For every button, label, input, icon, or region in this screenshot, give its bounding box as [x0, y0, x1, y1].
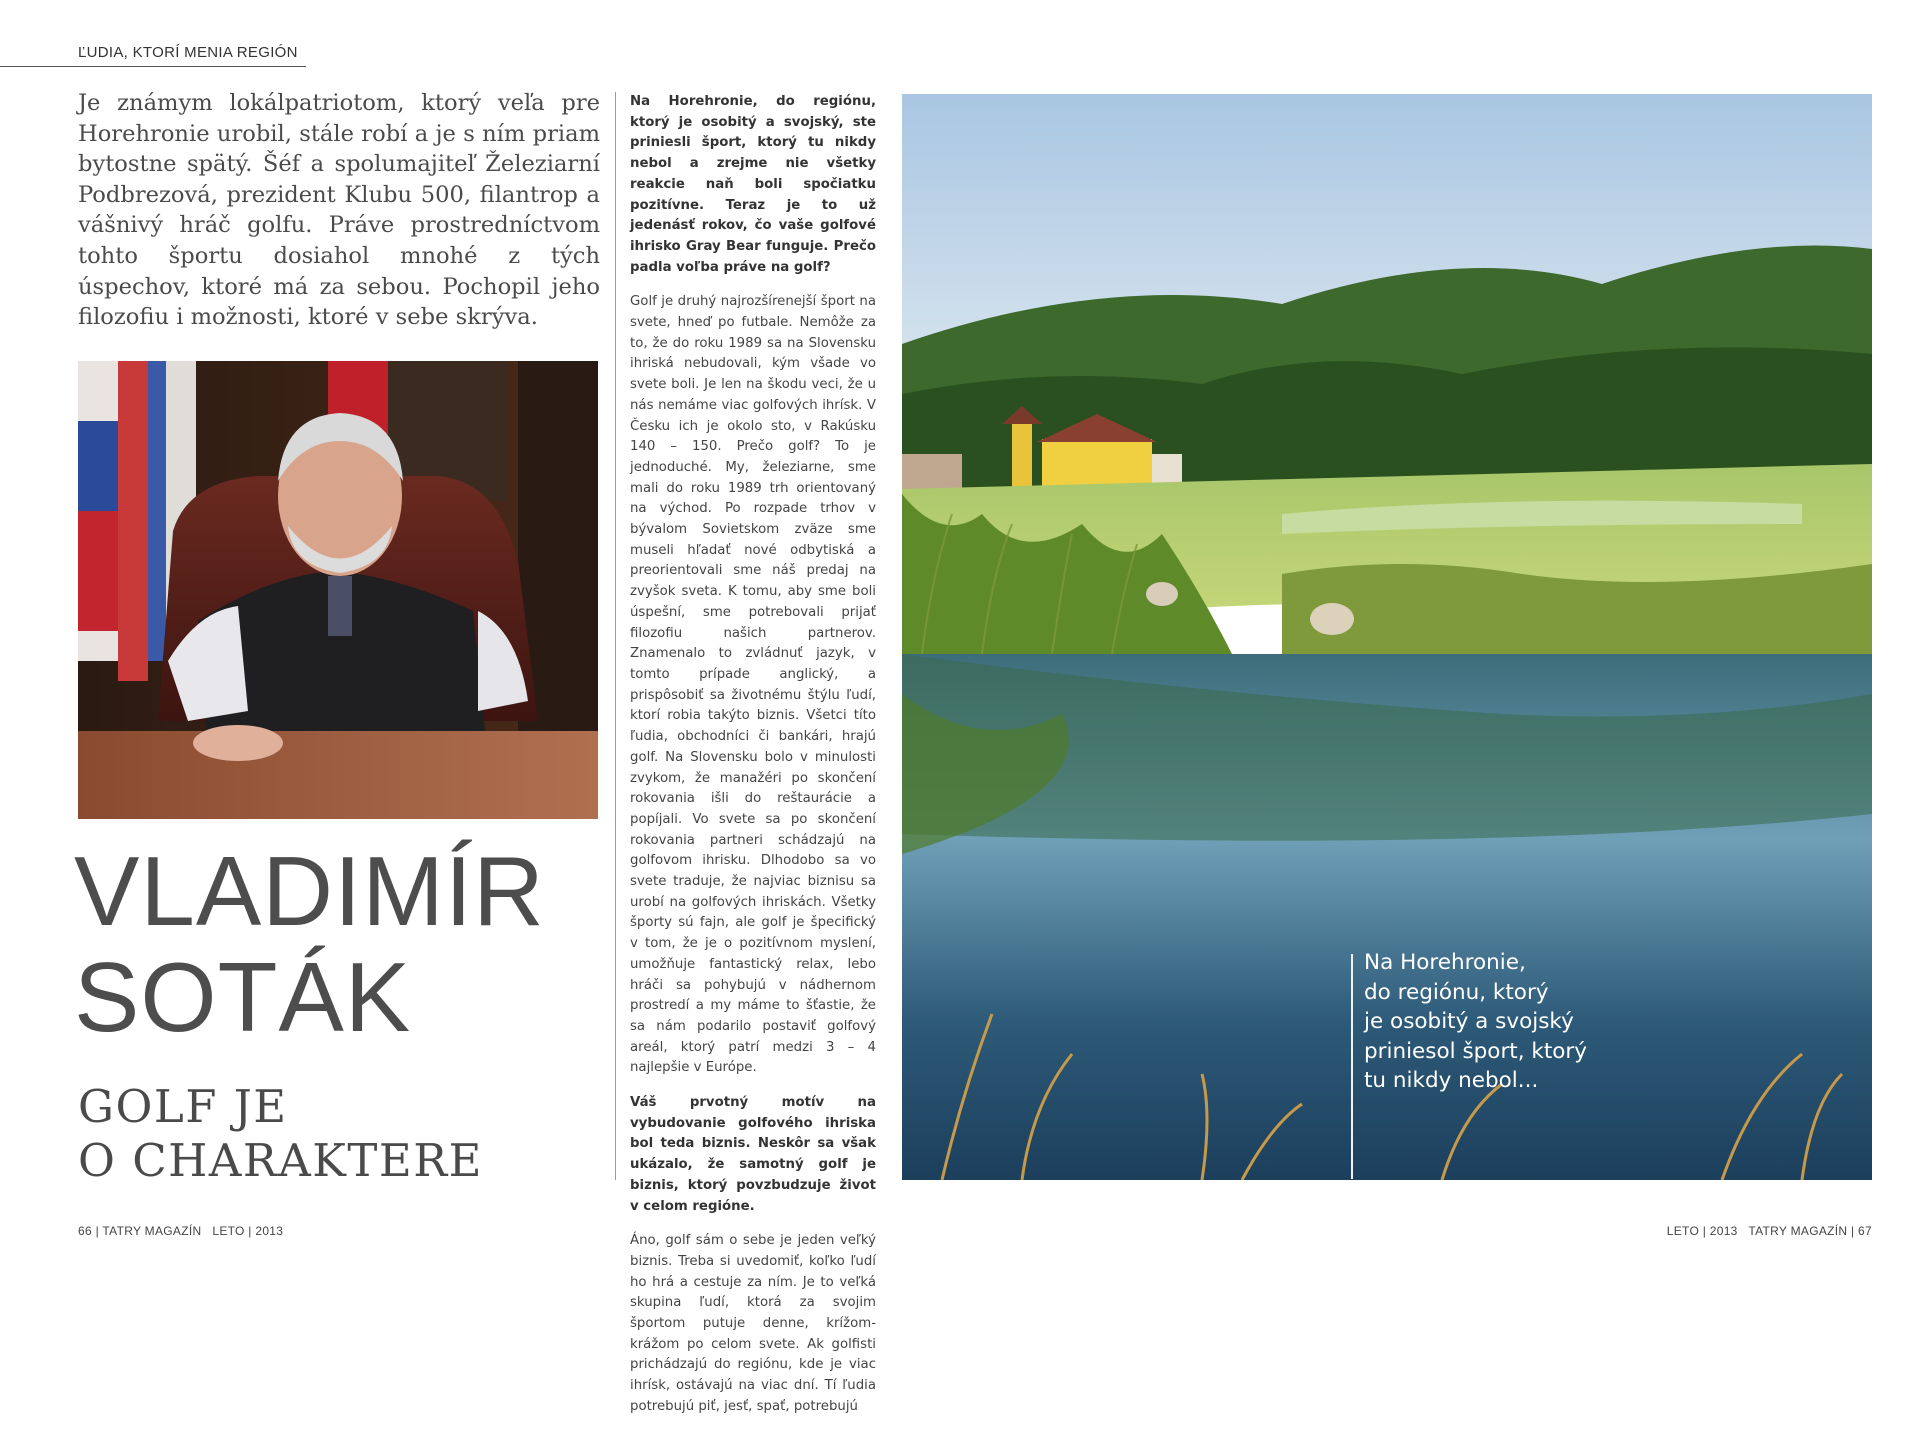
lead-paragraph: Je známym lokálpatriotom, ktorý veľa pre Horehronie urobil, stále robí a je s ním priam bytostne spätý. Šéf a spolumajiteľ Železiarní Podbrezová, prezident Klubu 500, filantrop a vášnivý hráč golfu. Práve prostredníctvom tohto športu dosiahol mnohé z tých úspechov, ktoré má za sebou. Pochopil jeho filozofiu i možnosti, ktoré v sebe skrýva. — [78, 90, 600, 331]
question-1: Na Horehronie, do regiónu, ktorý je osobitý a svojský, ste priniesli šport, ktorý tu nikdy nebol a zrejme nie všetky reakcie naň boli spočiatku pozitívne. Teraz je to už jedenásť rokov, čo vaše golfové ihrisko Gray Bear funguje. Prečo padla voľba práve na golf? — [630, 94, 876, 275]
subtitle-line-2: O CHARAKTERE — [78, 1134, 483, 1187]
subtitle — [78, 1080, 483, 1188]
section-label: ĽUDIA, KTORÍ MENIA REGIÓN — [78, 44, 298, 61]
column-rule — [615, 92, 616, 1180]
caption-rule — [1351, 954, 1353, 1179]
question-2: Váš prvotný motív na vybudovanie golfového ihriska bol teda biznis. Neskôr sa však ukázalo, že samotný golf je biznis, ktorý povzbudzuje život v celom regióne. — [630, 1095, 876, 1214]
caption-line-2: do regiónu, ktorý — [1364, 979, 1549, 1005]
name-heading — [74, 838, 545, 1050]
name-last: SOTÁK — [74, 942, 412, 1052]
subtitle-line-1: GOLF JE — [78, 1080, 288, 1133]
name-first: VLADIMÍR — [74, 836, 545, 946]
answer-1: Golf je druhý najrozšírenejší šport na svete, hneď po futbale. Nemôže za to, že do roku 1989 sa na Slovensku ihriská nebudovali, kým všade vo svete boli. Je len na škodu veci, že u nás nemáme viac golfových ihrísk. V Česku ich je okolo sto, v Rakúsku 140 – 150. Prečo golf? To je jednoduché. My, železiarne, sme mali do roku 1989 trh orientovaný na východ. Po rozpade trhov v bývalom Sovietskom zväze sme museli hľadať nové odbytiská a preorientovali sme náš predaj na zvyšok sveta. K tomu, aby sme boli úspešní, sme potrebovali prijať filozofiu našich partnerov. Znamenalo to zvládnuť jazyk, v tomto prípade anglický, a prispôsobiť sa životnému štýlu ľudí, ktorí robia takýto biznis. Všetci títo ľudia, obchodníci či bankári, hrajú golf. Na Slovensku bolo v minulosti zvykom, že manažéri po skončení rokovania išli do reštaurácie a popíjali. Vo svete sa po skončení rokovania partneri schádzajú na golfovom ihrisku. Dlhodobo sa vo svete traduje, že najviac biznisu sa urobí na golfových ihriskách. Všetky športy sú fajn, ale golf je špecifický v tom, že je o pozitívnom myslení, umožňuje fantastický relax, lebo hráči sa pohybujú v nádhernom prostredí a my máme to šťastie, že sa nám podarilo postaviť golfový areál, ktorý patrí medzi 3 – 4 najlepšie v Európe. — [630, 294, 876, 1076]
footer-right: LETO | 2013 TATRY MAGAZÍN | 67 — [1666, 1224, 1872, 1238]
photo-caption — [1364, 948, 1644, 1096]
answer-2: Áno, golf sám o sebe je jeden veľký biznis. Treba si uvedomiť, koľko ľudí ho hrá a cestuje za ním. Je to veľká skupina ľudí, ktorá za svojim športom putuje denne, krížom-krážom po celom svete. Ak golfisti prichádzajú do regiónu, kde je viac ihrísk, ostávajú na viac dní. Tí ľudia potrebujú piť, jesť, spať, potrebujú — [630, 1233, 876, 1414]
article-column — [630, 92, 876, 1432]
caption-line-3: je osobitý a svojský — [1364, 1009, 1574, 1034]
caption-line-5: tu nikdy nebol... — [1364, 1068, 1539, 1093]
footer-left: 66 | TATRY MAGAZÍN LETO | 2013 — [78, 1224, 284, 1238]
caption-line-1: Na Horehronie, — [1364, 950, 1526, 975]
portrait-photo — [78, 361, 598, 819]
caption-line-4: priniesol šport, ktorý — [1364, 1038, 1587, 1064]
section-rule — [0, 66, 306, 67]
